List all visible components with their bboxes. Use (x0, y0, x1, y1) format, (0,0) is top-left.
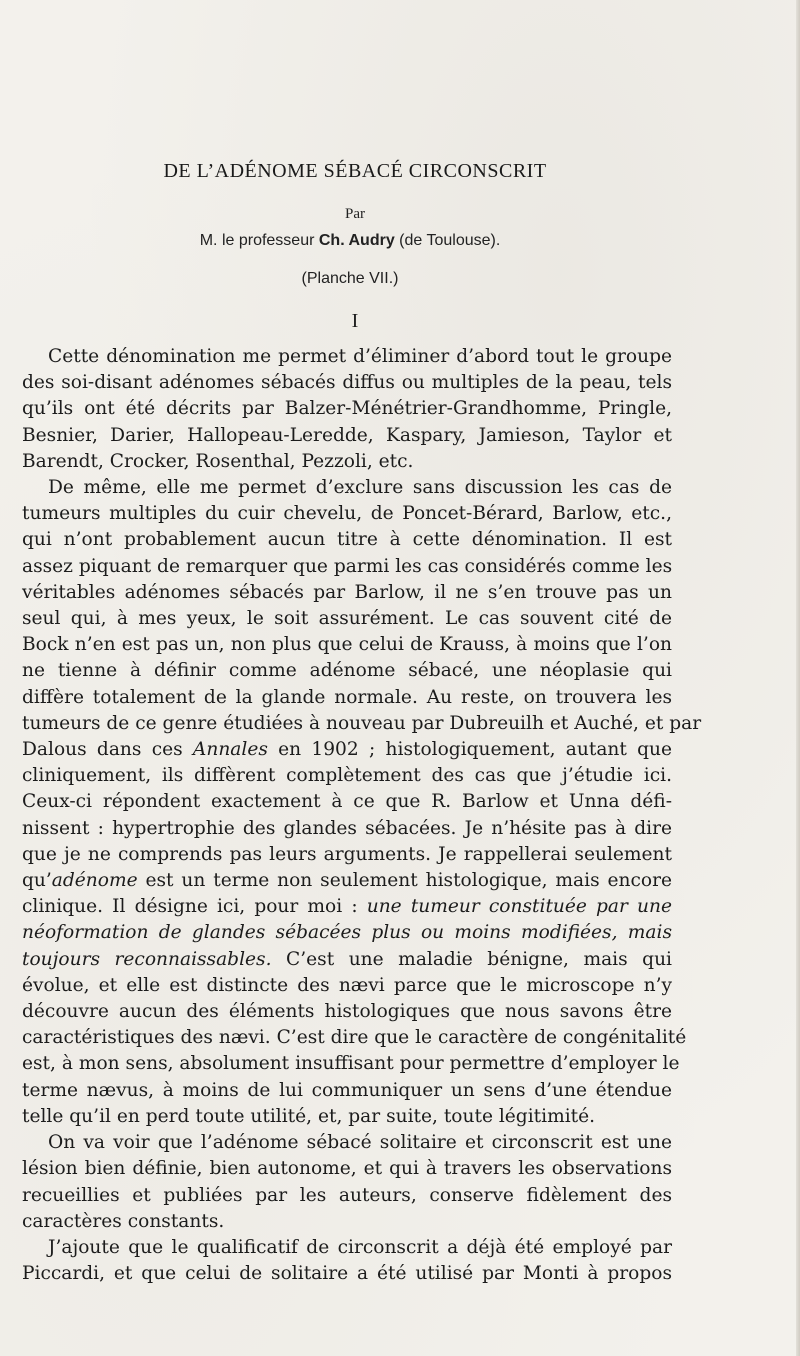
article-title: DE L’ADÉNOME SÉBACÉ CIRCONSCRIT (163, 160, 547, 182)
text-line: Bock n’en est pas un, non plus que celui de Krauss, à moins que l’on (22, 634, 672, 656)
text-line (22, 868, 672, 894)
text-segment: est un terme non seulement histologique, mais encore (137, 870, 672, 892)
text-line: est, à mon sens, absolument insuffisant pour permettre d’employer le (22, 1053, 680, 1075)
text-line (22, 894, 672, 920)
text-line: véritables adénomes sébacés par Barlow, il ne s’en trouve pas un (22, 581, 672, 603)
text-line: tumeurs multiples du cuir chevelu, de Poncet-Bérard, Barlow, etc., (22, 503, 672, 525)
text-segment: clinique. Il désigne ici, pour moi : (22, 896, 367, 918)
text-line: ne tienne à définir comme adénome sébacé, une néoplasie qui (22, 660, 672, 682)
text-line: assez piquant de remarquer que parmi les cas considérés comme les (22, 555, 673, 577)
italic-text: toujours reconnaissables. (22, 948, 272, 970)
article-body (22, 344, 702, 1287)
text-line: caractères constants. (22, 1210, 225, 1232)
plate-reference: (Planche VII.) (301, 270, 399, 287)
text-line: lésion bien définie, bien autonome, et qui à travers les observations (22, 1158, 672, 1180)
text-line: tumeurs de ce genre étudiées à nouveau par Dubreuilh et Auché, et par (22, 712, 702, 734)
author-prefix: M. le professeur (199, 232, 319, 249)
author-suffix: (de Toulouse). (394, 232, 501, 249)
text-segment: qu’ (22, 870, 52, 892)
text-line: qu’ils ont été décrits par Balzer-Ménétrier-Grandhomme, Pringle, (22, 398, 672, 420)
text-segment: en 1902 ; histologiquement, autant que (267, 739, 672, 761)
text-line: Barendt, Crocker, Rosenthal, Pezzoli, etc. (22, 450, 414, 472)
text-line: des soi-disant adénomes sébacés diffus ou multiples de la peau, tels (22, 372, 672, 394)
italic-text: néoformation de glandes sébacées plus ou moins modifiées, mais (22, 922, 672, 944)
text-line: diffère totalement de la glande normale. Au reste, on trouvera les (22, 686, 672, 708)
section-number: I (351, 310, 359, 332)
text-line (22, 947, 672, 973)
text-line: découvre aucun des éléments histologiques que nous savons être (22, 1001, 672, 1023)
italic-text: Annales (192, 739, 268, 761)
text-line: J’ajoute que le qualificatif de circonscrit a déjà été employé par (48, 1236, 672, 1258)
text-line: On va voir que l’adénome sébacé solitaire et circonscrit est une (48, 1132, 672, 1154)
page-edge-shadow (796, 0, 800, 1356)
text-line: seul qui, à mes yeux, le soit assurément. Le cas souvent cité de (22, 608, 672, 630)
text-segment: C’est une maladie bénigne, mais qui (271, 948, 673, 970)
text-line: telle qu’il en perd toute utilité, et, par suite, toute légitimité. (22, 1105, 596, 1127)
text-line (22, 920, 672, 946)
italic-text: une tumeur constituée par une (366, 896, 672, 918)
text-line: évolue, et elle est distincte des nævi parce que le microscope n’y (22, 974, 672, 996)
text-line: caractéristiques des nævi. C’est dire que le caractère de congénitalité (22, 1027, 687, 1049)
text-line: qui n’ont probablement aucun titre à cette dénomination. Il est (22, 529, 672, 551)
text-line: que je ne comprends pas leurs arguments. Je rappellerai seulement (22, 843, 672, 865)
author-line (0, 232, 700, 250)
text-line: recueillies et publiées par les auteurs, conserve fidèlement des (22, 1184, 672, 1206)
byline-par: Par (345, 206, 365, 222)
text-line: nissent : hypertrophie des glandes sébacées. Je n’hésite pas à dire (22, 817, 672, 839)
text-line: Piccardi, et que celui de solitaire a été utilisé par Monti à propos (22, 1263, 672, 1285)
text-line (22, 737, 672, 763)
text-line: Cette dénomination me permet d’éliminer d’abord tout le groupe (48, 346, 672, 367)
text-line: Ceux-ci répondent exactement à ce que R. Barlow et Unna défi- (22, 791, 672, 813)
text-line: Besnier, Darier, Hallopeau-Leredde, Kaspary, Jamieson, Taylor et (22, 424, 672, 446)
author-name: Ch. Audry (318, 232, 395, 249)
text-segment: Dalous dans ces (22, 739, 193, 761)
text-line: De même, elle me permet d’exclure sans discussion les cas de (48, 477, 672, 499)
italic-text: adénome (51, 870, 138, 892)
text-line: terme nævus, à moins de lui communiquer un sens d’une étendue (22, 1079, 672, 1101)
text-line: cliniquement, ils diffèrent complètement des cas que j’étudie ici. (22, 765, 672, 787)
